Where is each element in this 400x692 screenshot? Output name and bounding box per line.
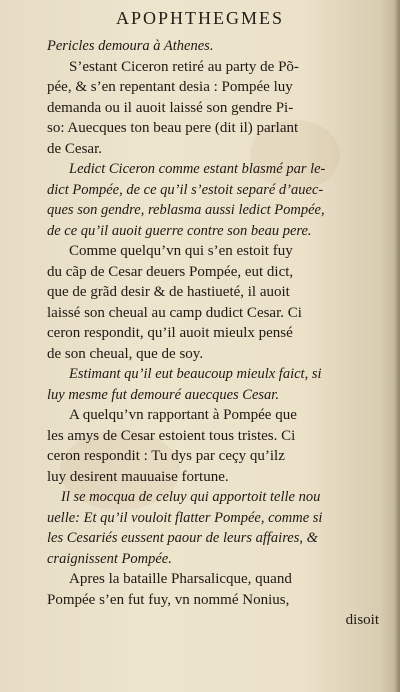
text-line: S’estant Ciceron retiré au party de Põ- [69, 58, 299, 75]
text-line: craignissent Pompée. [47, 550, 172, 567]
text-line: Ledict Ciceron comme estant blasmé par le- [69, 161, 326, 177]
text-line: de Cesar. [47, 140, 102, 157]
body-text [47, 36, 387, 631]
text-line: les Cesariés eussent paour de leurs affaires, & [47, 530, 318, 546]
text-line: de son cheual, que de soy. [47, 345, 204, 362]
text-line: so: Auecques ton beau pere (dit il) parlant [47, 120, 299, 136]
text-line: dict Pompée, de ce qu’il s’estoit separé d’auec- [47, 181, 324, 198]
running-head: APOPHTHEGMES [115, 8, 285, 28]
text-line: uelle: Et qu’il vouloit flatter Pompée, comme si [47, 509, 323, 526]
text-line: ques son gendre, reblasma aussi ledict Pompée, [47, 202, 325, 218]
text-line: Estimant qu’il eut beaucoup mieulx faict, si [69, 366, 322, 382]
text-line: Il se mocqua de celuy qui apportoit telle nou [61, 489, 321, 505]
text-line: les amys de Cesar estoient tous tristes. Ci [47, 427, 296, 444]
text-line: luy desirent mauuaise fortune. [47, 468, 229, 485]
text-line: laissé son cheual au camp dudict Cesar. Ci [47, 304, 302, 321]
text-line: que de grãd desir & de hastiueté, il auoit [47, 284, 290, 300]
catchword: disoit [345, 612, 379, 628]
text-line: Comme quelqu’vn qui s’en estoit fuy [69, 243, 293, 259]
text-line: Pericles demoura à Athenes. [47, 38, 214, 54]
text-line: ceron respondit, qu’il auoit mieulx pensé [47, 325, 293, 341]
text-line: Pompée s’en fut fuy, vn nommé Nonius, [47, 591, 290, 608]
text-line: luy mesme fut demouré auecques Cesar. [47, 386, 279, 403]
text-line: A quelqu’vn rapportant à Pompée que [69, 407, 297, 423]
text-line: pée, & s’en repentant desia : Pompée luy [47, 79, 293, 95]
text-line: demanda ou il auoit laissé son gendre Pi- [47, 99, 294, 116]
text-line: Apres la bataille Pharsalicque, quand [69, 571, 292, 587]
text-line: de ce qu’il auoit guerre contre son beau pere. [47, 222, 312, 239]
text-line: du cãp de Cesar deuers Pompée, eut dict, [47, 263, 294, 280]
text-line: ceron respondit : Tu dys par ceçy qu’ilz [47, 448, 285, 464]
